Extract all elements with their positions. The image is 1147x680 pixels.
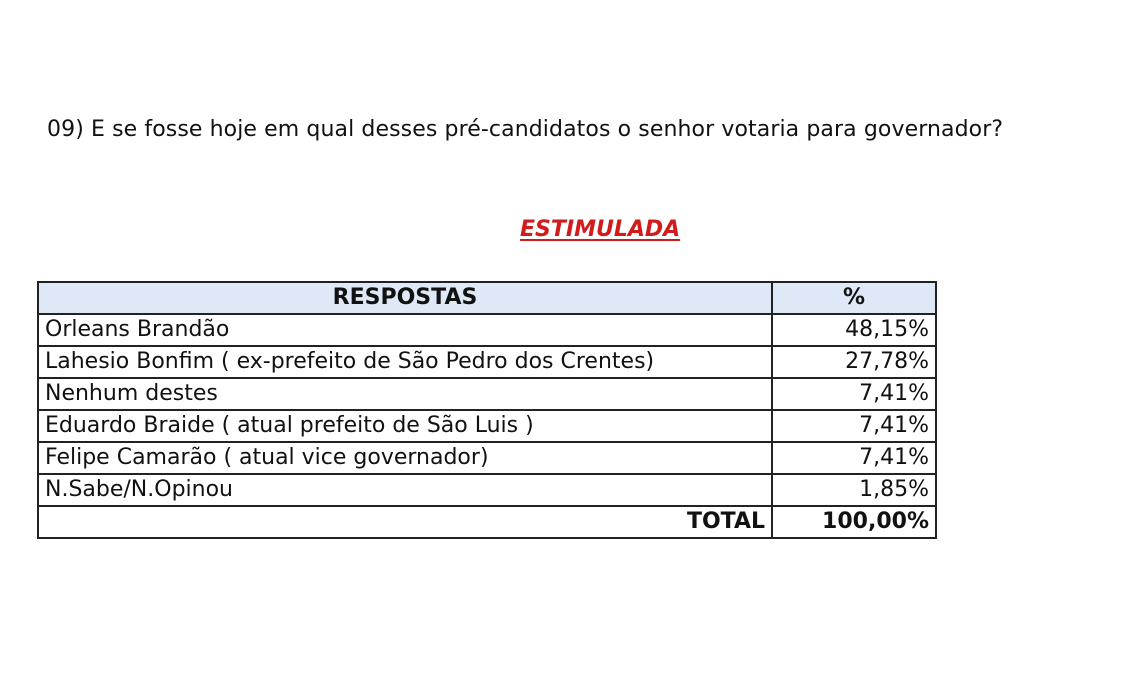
row-percent: 27,78%	[772, 346, 936, 378]
row-percent: 1,85%	[772, 474, 936, 506]
row-percent: 48,15%	[772, 314, 936, 346]
row-resposta: Nenhum destes	[38, 378, 772, 410]
total-label: TOTAL	[38, 506, 772, 538]
table-row	[38, 442, 936, 474]
row-resposta: Eduardo Braide ( atual prefeito de São Luis )	[38, 410, 772, 442]
row-resposta: Lahesio Bonfim ( ex-prefeito de São Pedro dos Crentes)	[38, 346, 772, 378]
header-respostas: RESPOSTAS	[38, 282, 772, 314]
row-resposta: Orleans Brandão	[38, 314, 772, 346]
table-header-row	[38, 282, 936, 314]
header-percent: %	[772, 282, 936, 314]
table-row	[38, 314, 936, 346]
row-resposta: N.Sabe/N.Opinou	[38, 474, 772, 506]
table-row	[38, 410, 936, 442]
table-row	[38, 378, 936, 410]
question-text: 09) E se fosse hoje em qual desses pré-candidatos o senhor votaria para governador?	[47, 117, 1004, 142]
row-percent: 7,41%	[772, 410, 936, 442]
row-resposta: Felipe Camarão ( atual vice governador)	[38, 442, 772, 474]
total-percent: 100,00%	[772, 506, 936, 538]
total-row	[38, 506, 936, 538]
table-row	[38, 346, 936, 378]
row-percent: 7,41%	[772, 442, 936, 474]
results-table	[37, 281, 937, 539]
section-subtitle: ESTIMULADA	[520, 217, 681, 242]
row-percent: 7,41%	[772, 378, 936, 410]
table-row	[38, 474, 936, 506]
